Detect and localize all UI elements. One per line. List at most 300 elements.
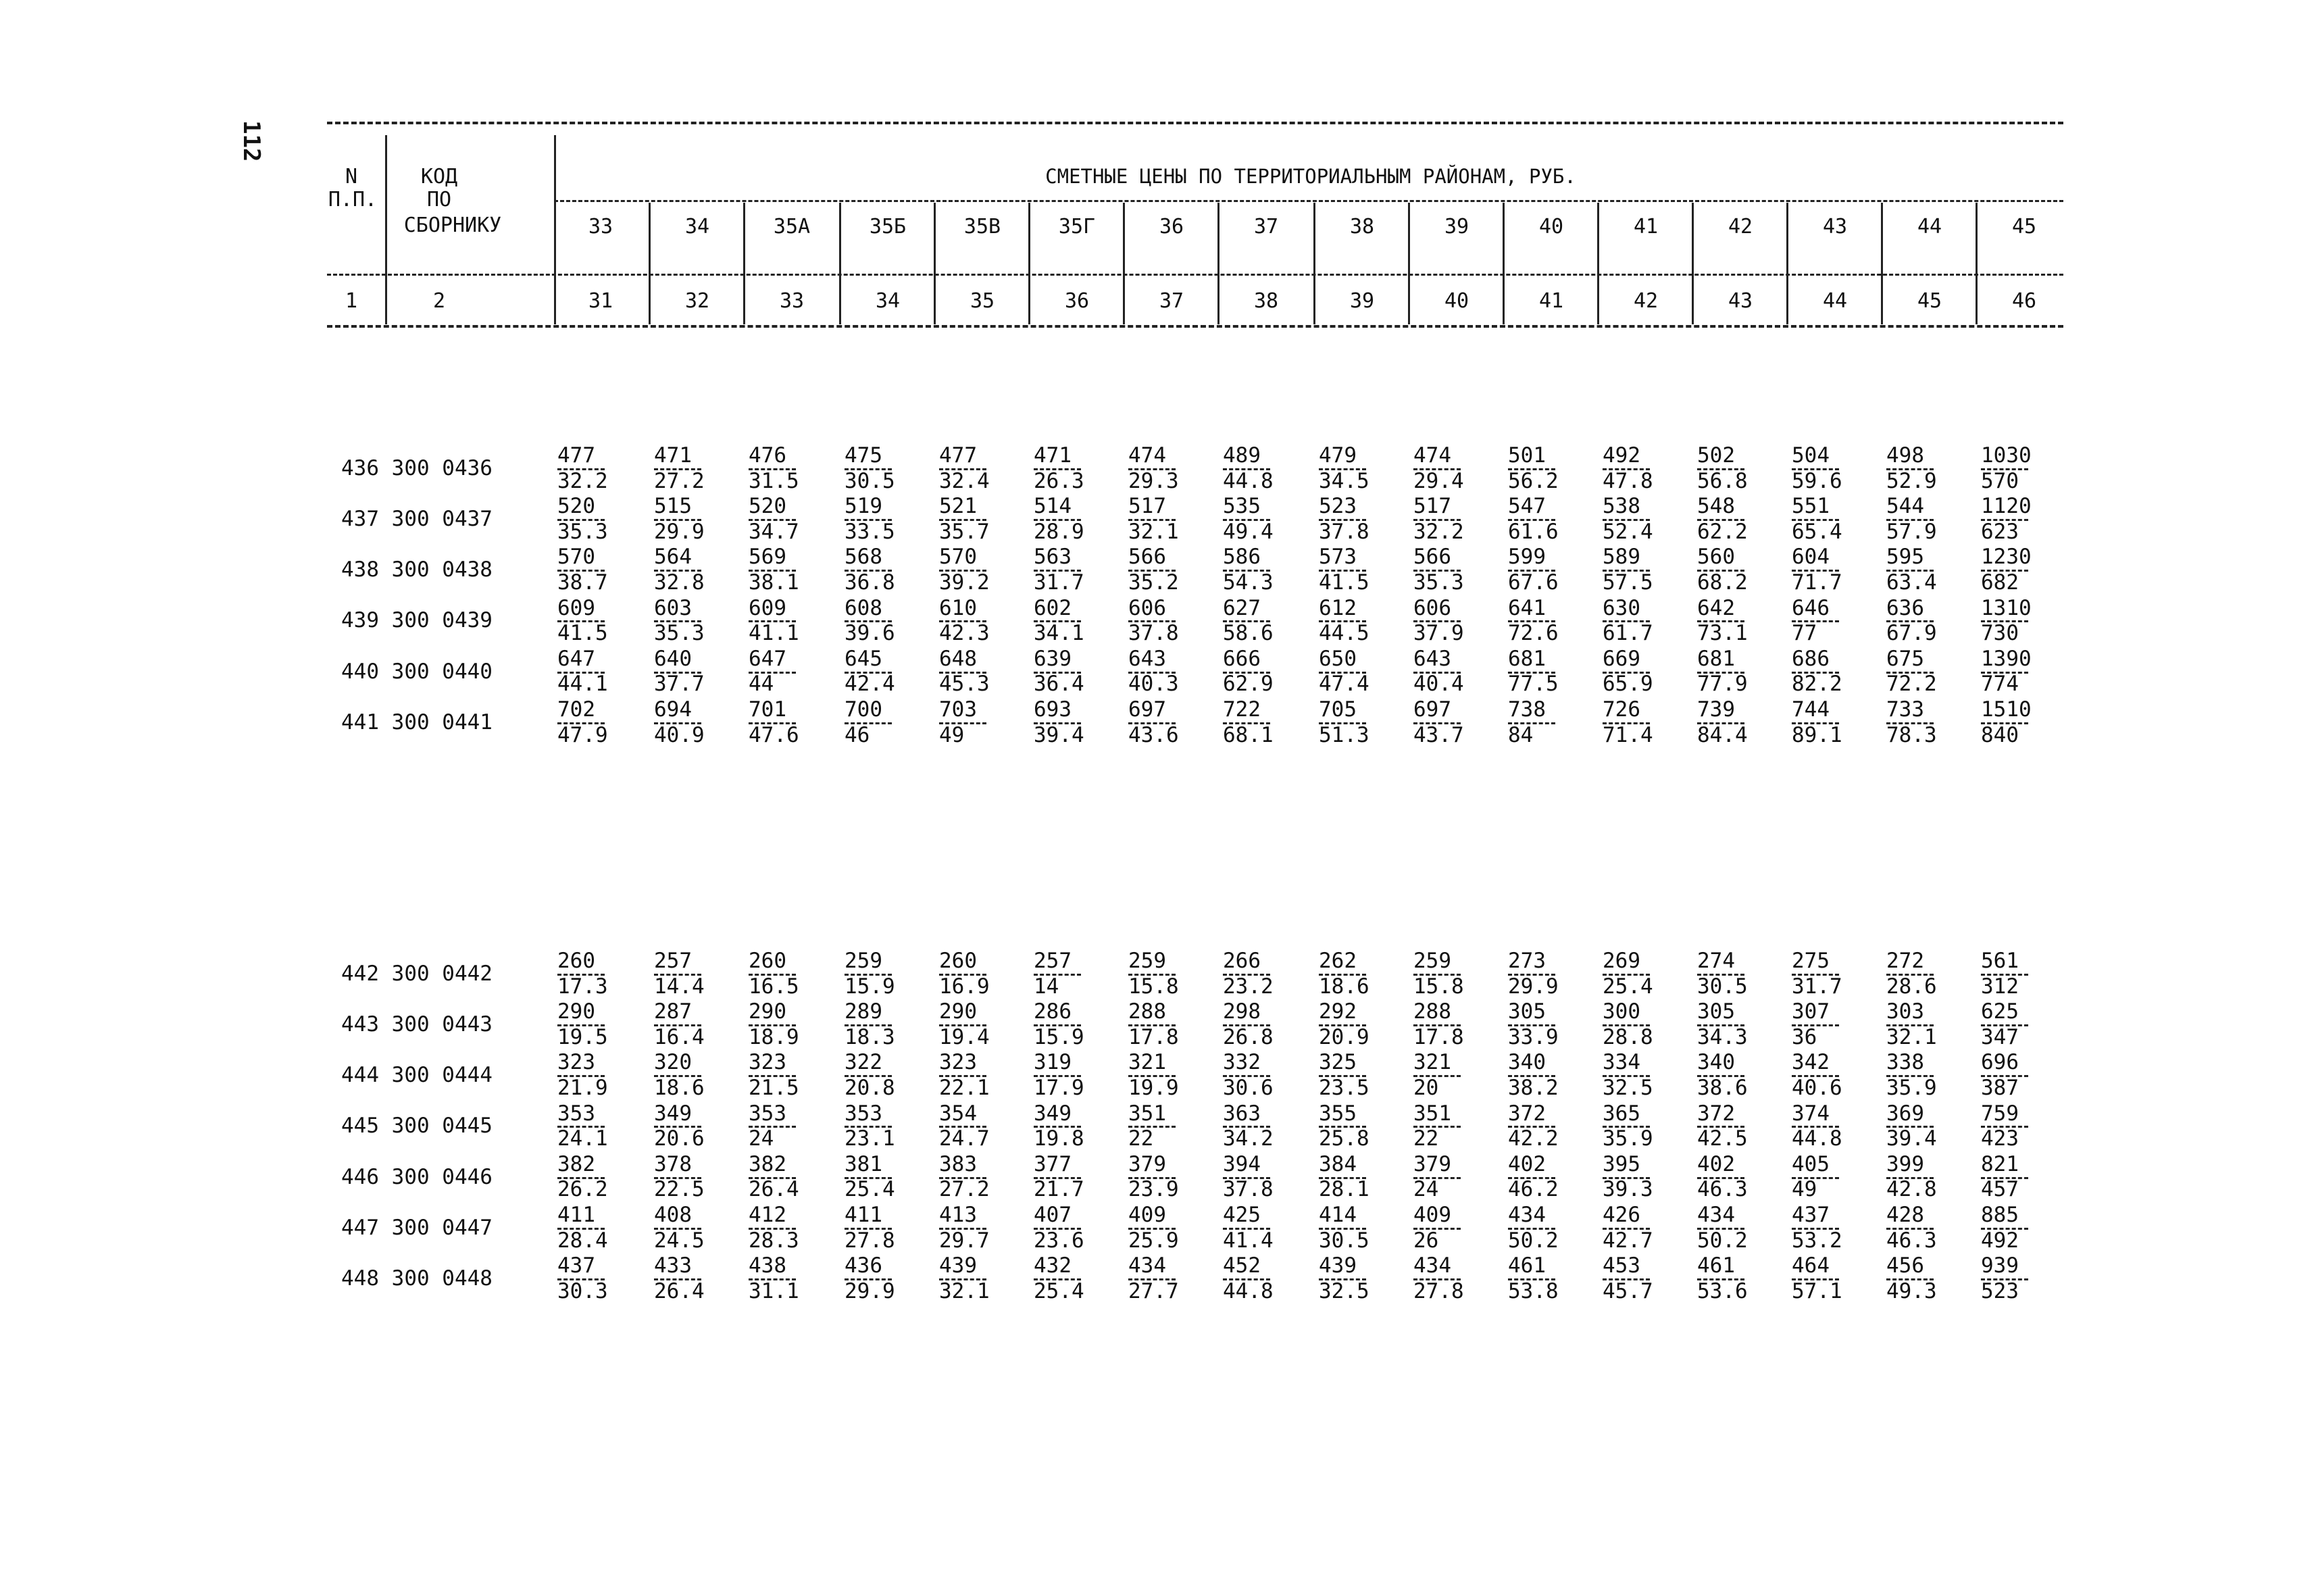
row-code: 448 300 0448	[341, 1266, 493, 1291]
table-cell: 492	[1981, 1228, 2019, 1253]
table-cell: 260	[939, 949, 977, 973]
table-cell: 40.6	[1792, 1076, 1842, 1100]
table-cell: 374	[1792, 1101, 1830, 1126]
table-cell: 439	[1319, 1253, 1357, 1278]
table-cell: 44.8	[1223, 468, 1274, 493]
table-cell: 475	[845, 443, 882, 468]
table-cell: 61.7	[1603, 621, 1653, 646]
table-cell: 16.9	[939, 974, 990, 999]
table-cell: 312	[1981, 974, 2019, 999]
table-cell: 35.9	[1603, 1126, 1653, 1151]
table-cell: 452	[1223, 1253, 1261, 1278]
table-cell: 33.9	[1508, 1024, 1559, 1049]
table-cell: 840	[1981, 722, 2019, 747]
table-cell: 38.1	[749, 570, 799, 595]
table-cell: 432	[1034, 1253, 1072, 1278]
table-cell: 682	[1981, 570, 2019, 595]
table-cell: 641	[1508, 595, 1546, 620]
table-cell: 1390	[1981, 646, 2032, 671]
table-cell: 544	[1886, 494, 1924, 519]
table-cell: 27.2	[654, 468, 705, 493]
table-cell: 394	[1223, 1151, 1261, 1176]
table-cell: 21.7	[1034, 1177, 1084, 1202]
table-cell: 693	[1034, 697, 1072, 722]
table-cell: 477	[939, 443, 977, 468]
table-cell: 369	[1886, 1101, 1924, 1126]
table-cell: 42.4	[845, 672, 895, 697]
header-column-number: 40	[1444, 289, 1469, 313]
table-cell: 63.4	[1886, 570, 1937, 595]
header-column-number: 37	[1159, 289, 1184, 313]
table-cell: 22	[1413, 1126, 1439, 1151]
header-column-divider	[934, 203, 936, 324]
table-cell: 78.3	[1886, 722, 1937, 747]
table-cell: 29.9	[654, 519, 705, 544]
header-district: 35Б	[869, 215, 907, 239]
table-cell: 35.3	[654, 621, 705, 646]
table-cell: 28.8	[1603, 1024, 1653, 1049]
table-cell: 52.9	[1886, 468, 1937, 493]
table-cell: 354	[939, 1101, 977, 1126]
table-cell: 523	[1319, 494, 1357, 519]
row-code: 446 300 0446	[341, 1164, 493, 1189]
header-district: 36	[1159, 215, 1184, 239]
table-cell: 379	[1413, 1151, 1451, 1176]
row-code: 442 300 0442	[341, 961, 493, 986]
table-cell: 320	[654, 1050, 692, 1075]
table-cell: 407	[1034, 1203, 1072, 1227]
header-column-number: 42	[1633, 289, 1659, 313]
table-cell: 322	[845, 1050, 882, 1075]
table-cell: 30.6	[1223, 1076, 1274, 1100]
table-cell: 298	[1223, 999, 1261, 1024]
table-cell: 349	[1034, 1101, 1072, 1126]
table-cell: 67.6	[1508, 570, 1559, 595]
table-cell: 49	[939, 722, 965, 747]
row-code: 443 300 0443	[341, 1012, 493, 1037]
table-cell: 535	[1223, 494, 1261, 519]
table-cell: 21.5	[749, 1076, 799, 1100]
table-cell: 703	[939, 697, 977, 722]
table-cell: 21.9	[557, 1076, 608, 1100]
table-cell: 675	[1886, 646, 1924, 671]
header-district: 41	[1633, 215, 1659, 239]
table-cell: 625	[1981, 999, 2019, 1024]
table-cell: 45.3	[939, 672, 990, 697]
top-rule	[327, 122, 2063, 124]
table-cell: 29.7	[939, 1228, 990, 1253]
table-cell: 489	[1223, 443, 1261, 468]
table-cell: 612	[1319, 595, 1357, 620]
table-cell: 40.4	[1413, 672, 1464, 697]
header-district: 44	[1917, 215, 1942, 239]
table-cell: 32.4	[939, 468, 990, 493]
header-district: 34	[684, 215, 710, 239]
header-column-number: 36	[1064, 289, 1090, 313]
table-cell: 62.2	[1697, 519, 1748, 544]
table-cell: 885	[1981, 1203, 2019, 1227]
table-cell: 24	[749, 1126, 774, 1151]
table-cell: 272	[1886, 949, 1924, 973]
table-cell: 383	[939, 1151, 977, 1176]
table-cell: 46.3	[1697, 1177, 1748, 1202]
table-cell: 340	[1508, 1050, 1546, 1075]
table-cell: 434	[1413, 1253, 1451, 1278]
header-column-number: 32	[684, 289, 710, 313]
table-cell: 321	[1128, 1050, 1166, 1075]
header-column-number: 41	[1538, 289, 1564, 313]
table-cell: 71.7	[1792, 570, 1842, 595]
table-cell: 37.9	[1413, 621, 1464, 646]
header-district: 39	[1444, 215, 1469, 239]
table-cell: 25.4	[845, 1177, 895, 1202]
header-column-divider	[554, 135, 556, 324]
table-cell: 77.9	[1697, 672, 1748, 697]
table-title: СМЕТНЫЕ ЦЕНЫ ПО ТЕРРИТОРИАЛЬНЫМ РАЙОНАМ, РУБ.	[1045, 165, 1576, 188]
table-cell: 347	[1981, 1024, 2019, 1049]
table-cell: 456	[1886, 1253, 1924, 1278]
table-cell: 32.1	[1886, 1024, 1937, 1049]
table-cell: 514	[1034, 494, 1072, 519]
header-district: 35А	[773, 215, 811, 239]
table-cell: 39.4	[1034, 722, 1084, 747]
table-cell: 45.7	[1603, 1278, 1653, 1303]
table-cell: 275	[1792, 949, 1830, 973]
table-cell: 273	[1508, 949, 1546, 973]
table-cell: 32.1	[939, 1278, 990, 1303]
table-cell: 647	[749, 646, 786, 671]
header-column-divider	[1881, 203, 1883, 324]
table-cell: 395	[1603, 1151, 1640, 1176]
table-cell: 73.1	[1697, 621, 1748, 646]
table-cell: 36.8	[845, 570, 895, 595]
header-column-number: 38	[1253, 289, 1279, 313]
table-cell: 34.5	[1319, 468, 1369, 493]
table-cell: 37.8	[1319, 519, 1369, 544]
table-cell: 471	[654, 443, 692, 468]
table-cell: 476	[749, 443, 786, 468]
table-cell: 504	[1792, 443, 1830, 468]
table-cell: 705	[1319, 697, 1357, 722]
table-cell: 436	[845, 1253, 882, 1278]
table-cell: 49.4	[1223, 519, 1274, 544]
table-cell: 16.5	[749, 974, 799, 999]
table-cell: 606	[1413, 595, 1451, 620]
table-cell: 384	[1319, 1151, 1357, 1176]
table-cell: 517	[1413, 494, 1451, 519]
table-cell: 42.7	[1603, 1228, 1653, 1253]
table-cell: 733	[1886, 697, 1924, 722]
table-cell: 49	[1792, 1177, 1817, 1202]
table-cell: 41.4	[1223, 1228, 1274, 1253]
table-cell: 269	[1603, 949, 1640, 973]
table-cell: 259	[845, 949, 882, 973]
table-cell: 62.9	[1223, 672, 1274, 697]
table-cell: 22.5	[654, 1177, 705, 1202]
table-cell: 24.7	[939, 1126, 990, 1151]
table-cell: 28.4	[557, 1228, 608, 1253]
header-district: 40	[1538, 215, 1564, 239]
table-cell: 23.6	[1034, 1228, 1084, 1253]
table-cell: 523	[1981, 1278, 2019, 1303]
table-cell: 477	[557, 443, 595, 468]
table-cell: 274	[1697, 949, 1735, 973]
table-cell: 521	[939, 494, 977, 519]
header-district: 35Г	[1058, 215, 1096, 239]
row-code: 436 300 0436	[341, 455, 493, 480]
table-cell: 26.4	[654, 1278, 705, 1303]
table-cell: 32.5	[1319, 1278, 1369, 1303]
table-cell: 474	[1128, 443, 1166, 468]
table-cell: 20	[1413, 1076, 1439, 1100]
header-row-separator	[327, 274, 2063, 276]
table-cell: 323	[939, 1050, 977, 1075]
table-cell: 372	[1508, 1101, 1546, 1126]
table-cell: 37.8	[1128, 621, 1179, 646]
table-cell: 520	[749, 494, 786, 519]
table-cell: 18.6	[654, 1076, 705, 1100]
table-cell: 36.4	[1034, 672, 1084, 697]
table-cell: 25.9	[1128, 1228, 1179, 1253]
header-po: ПО	[426, 188, 452, 211]
table-cell: 20.8	[845, 1076, 895, 1100]
table-cell: 53.2	[1792, 1228, 1842, 1253]
table-cell: 323	[557, 1050, 595, 1075]
table-cell: 730	[1981, 621, 2019, 646]
table-cell: 34.2	[1223, 1126, 1274, 1151]
table-cell: 43.6	[1128, 722, 1179, 747]
header-column-divider	[1692, 203, 1694, 324]
table-cell: 351	[1128, 1101, 1166, 1126]
header-column-divider	[385, 135, 387, 324]
header-column-divider	[1123, 203, 1125, 324]
table-cell: 35.3	[1413, 570, 1464, 595]
table-cell: 461	[1697, 1253, 1735, 1278]
header-district: 35В	[963, 215, 1001, 239]
table-cell: 595	[1886, 545, 1924, 570]
table-cell: 774	[1981, 672, 2019, 697]
table-cell: 57.5	[1603, 570, 1653, 595]
table-cell: 18.6	[1319, 974, 1369, 999]
header-column-divider	[1976, 203, 1978, 324]
header-district: 38	[1349, 215, 1375, 239]
table-cell: 701	[749, 697, 786, 722]
table-cell: 15.8	[1128, 974, 1179, 999]
table-cell: 353	[845, 1101, 882, 1126]
table-cell: 332	[1223, 1050, 1261, 1075]
table-cell: 726	[1603, 697, 1640, 722]
table-cell: 18.9	[749, 1024, 799, 1049]
table-cell: 551	[1792, 494, 1830, 519]
table-cell: 290	[749, 999, 786, 1024]
table-cell: 564	[654, 545, 692, 570]
table-cell: 38.7	[557, 570, 608, 595]
table-cell: 744	[1792, 697, 1830, 722]
table-cell: 46.2	[1508, 1177, 1559, 1202]
header-district: 33	[588, 215, 613, 239]
table-cell: 290	[557, 999, 595, 1024]
table-cell: 604	[1792, 545, 1830, 570]
table-cell: 498	[1886, 443, 1924, 468]
table-cell: 26	[1413, 1228, 1439, 1253]
table-cell: 570	[1981, 468, 2019, 493]
table-cell: 17.9	[1034, 1076, 1084, 1100]
table-cell: 563	[1034, 545, 1072, 570]
table-cell: 1230	[1981, 545, 2032, 570]
table-cell: 72.2	[1886, 672, 1937, 697]
table-cell: 65.9	[1603, 672, 1653, 697]
table-cell: 303	[1886, 999, 1924, 1024]
table-cell: 434	[1697, 1203, 1735, 1227]
table-cell: 409	[1413, 1203, 1451, 1227]
table-cell: 538	[1603, 494, 1640, 519]
table-cell: 44	[749, 672, 774, 697]
table-cell: 609	[749, 595, 786, 620]
row-code: 447 300 0447	[341, 1215, 493, 1240]
table-cell: 517	[1128, 494, 1166, 519]
table-cell: 71.4	[1603, 722, 1653, 747]
table-cell: 34.3	[1697, 1024, 1748, 1049]
table-cell: 27.8	[1413, 1278, 1464, 1303]
table-cell: 307	[1792, 999, 1830, 1024]
table-cell: 56.2	[1508, 468, 1559, 493]
table-cell: 438	[749, 1253, 786, 1278]
table-cell: 40.3	[1128, 672, 1179, 697]
table-cell: 603	[654, 595, 692, 620]
table-cell: 1120	[1981, 494, 2032, 519]
table-cell: 23.1	[845, 1126, 895, 1151]
table-cell: 696	[1981, 1050, 2019, 1075]
table-cell: 623	[1981, 519, 2019, 544]
header-column-divider	[1503, 203, 1505, 324]
table-cell: 300	[1603, 999, 1640, 1024]
table-cell: 286	[1034, 999, 1072, 1024]
table-cell: 666	[1223, 646, 1261, 671]
table-cell: 694	[654, 697, 692, 722]
table-cell: 42.2	[1508, 1126, 1559, 1151]
table-cell: 17.8	[1413, 1024, 1464, 1049]
table-cell: 520	[557, 494, 595, 519]
table-cell: 51.3	[1319, 722, 1369, 747]
table-cell: 759	[1981, 1101, 2019, 1126]
table-cell: 681	[1697, 646, 1735, 671]
table-cell: 32.8	[654, 570, 705, 595]
table-cell: 570	[557, 545, 595, 570]
header-column-divider	[1597, 203, 1599, 324]
table-cell: 681	[1508, 646, 1546, 671]
table-cell: 739	[1697, 697, 1735, 722]
table-cell: 77.5	[1508, 672, 1559, 697]
table-cell: 19.9	[1128, 1076, 1179, 1100]
table-cell: 22	[1128, 1126, 1154, 1151]
table-cell: 43.7	[1413, 722, 1464, 747]
table-cell: 38.2	[1508, 1076, 1559, 1100]
table-cell: 39.4	[1886, 1126, 1937, 1151]
table-cell: 57.1	[1792, 1278, 1842, 1303]
table-cell: 54.3	[1223, 570, 1274, 595]
header-district: 42	[1728, 215, 1753, 239]
table-cell: 20.9	[1319, 1024, 1369, 1049]
table-cell: 461	[1508, 1253, 1546, 1278]
row-code: 444 300 0444	[341, 1063, 493, 1088]
table-cell: 26.3	[1034, 468, 1084, 493]
table-cell: 501	[1508, 443, 1546, 468]
table-cell: 372	[1697, 1101, 1735, 1126]
table-cell: 821	[1981, 1151, 2019, 1176]
table-cell: 41.1	[749, 621, 799, 646]
header-code: КОД	[420, 165, 458, 189]
table-cell: 27.8	[845, 1228, 895, 1253]
table-cell: 67.9	[1886, 621, 1937, 646]
table-cell: 46	[845, 722, 870, 747]
table-cell: 479	[1319, 443, 1357, 468]
table-cell: 643	[1128, 646, 1166, 671]
table-cell: 610	[939, 595, 977, 620]
table-cell: 377	[1034, 1151, 1072, 1176]
table-cell: 25.8	[1319, 1126, 1369, 1151]
table-cell: 44.1	[557, 672, 608, 697]
table-cell: 24	[1413, 1177, 1439, 1202]
table-cell: 474	[1413, 443, 1451, 468]
table-cell: 32.2	[1413, 519, 1464, 544]
header-column-number: 46	[2011, 289, 2037, 313]
table-cell: 84.4	[1697, 722, 1748, 747]
table-cell: 437	[557, 1253, 595, 1278]
table-cell: 319	[1034, 1050, 1072, 1075]
table-cell: 428	[1886, 1203, 1924, 1227]
table-cell: 340	[1697, 1050, 1735, 1075]
header-sborniku: СБОРНИКУ	[403, 214, 502, 237]
table-cell: 50.2	[1697, 1228, 1748, 1253]
table-cell: 353	[557, 1101, 595, 1126]
table-cell: 290	[939, 999, 977, 1024]
table-cell: 602	[1034, 595, 1072, 620]
table-cell: 17.3	[557, 974, 608, 999]
table-cell: 15.9	[1034, 1024, 1084, 1049]
table-cell: 19.8	[1034, 1126, 1084, 1151]
table-cell: 379	[1128, 1151, 1166, 1176]
table-cell: 412	[749, 1203, 786, 1227]
table-cell: 259	[1413, 949, 1451, 973]
table-cell: 25.4	[1034, 1278, 1084, 1303]
table-cell: 287	[654, 999, 692, 1024]
header-district: 37	[1253, 215, 1279, 239]
table-cell: 599	[1508, 545, 1546, 570]
header-column-divider	[1408, 203, 1410, 324]
table-cell: 25.4	[1603, 974, 1653, 999]
table-cell: 569	[749, 545, 786, 570]
table-cell: 28.6	[1886, 974, 1937, 999]
header-district: 45	[2011, 215, 2037, 239]
table-cell: 434	[1128, 1253, 1166, 1278]
table-cell: 351	[1413, 1101, 1451, 1126]
table-cell: 31.7	[1792, 974, 1842, 999]
table-cell: 738	[1508, 697, 1546, 722]
table-cell: 257	[654, 949, 692, 973]
table-cell: 382	[749, 1151, 786, 1176]
table-cell: 22.1	[939, 1076, 990, 1100]
table-cell: 586	[1223, 545, 1261, 570]
table-cell: 722	[1223, 697, 1261, 722]
table-cell: 402	[1697, 1151, 1735, 1176]
table-cell: 630	[1603, 595, 1640, 620]
table-cell: 35.9	[1886, 1076, 1937, 1100]
table-cell: 378	[654, 1151, 692, 1176]
table-cell: 27.2	[939, 1177, 990, 1202]
header-column-number: 39	[1349, 289, 1375, 313]
table-cell: 41.5	[1319, 570, 1369, 595]
table-cell: 515	[654, 494, 692, 519]
